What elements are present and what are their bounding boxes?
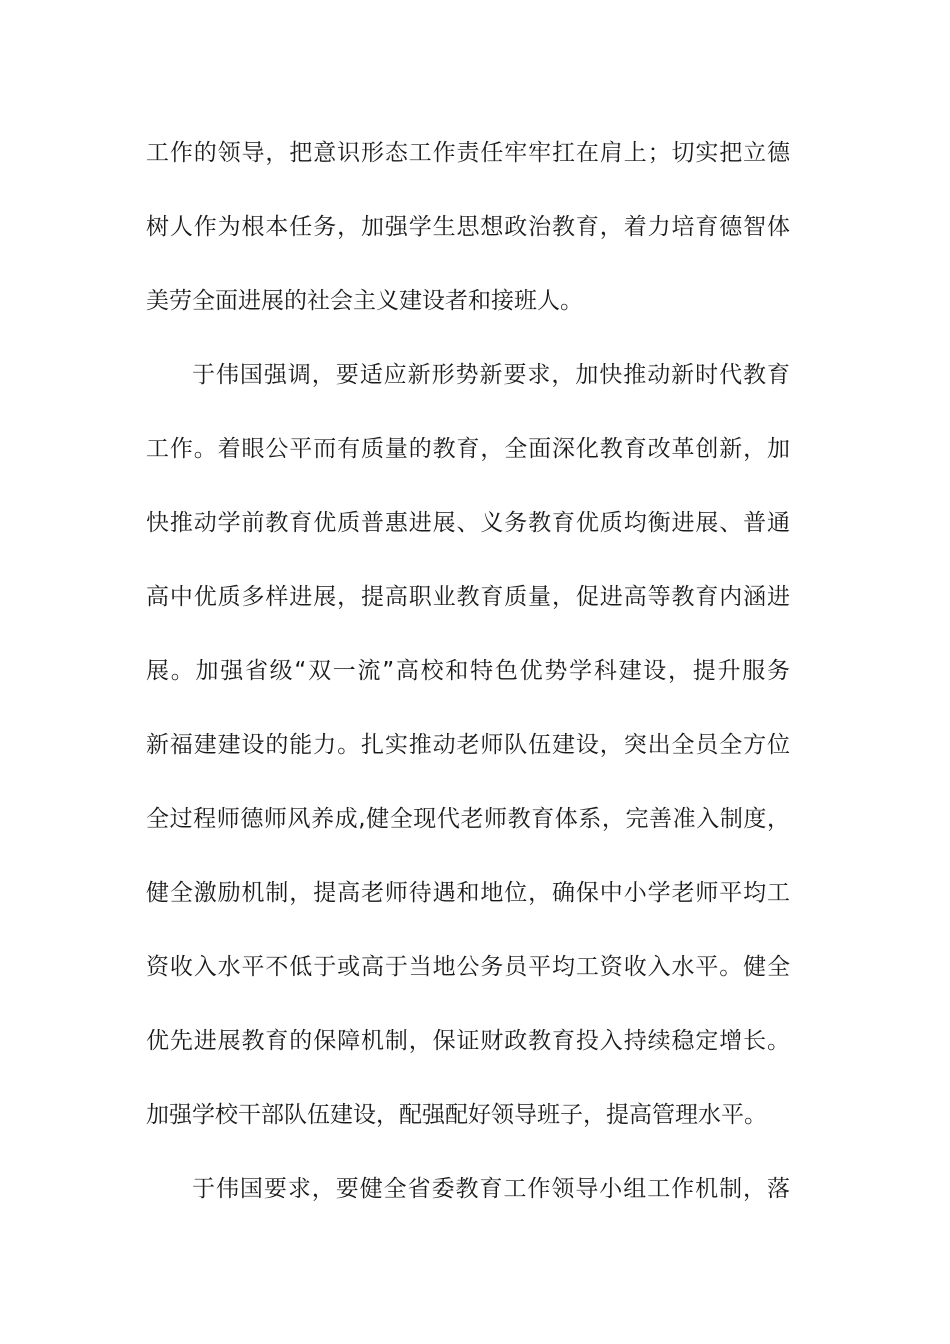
paragraph-first-line: 于伟国强调，要适应新形势新要求，加快推动新时代教育	[192, 362, 790, 388]
text-line: 美劳全面进展的社会主义建设者和接班人。	[146, 288, 583, 314]
text-line: 快推动学前教育优质普惠进展、义务教育优质均衡进展、普通	[146, 510, 790, 536]
text-line: 新福建建设的能力。扎实推动老师队伍建设，突出全员全方位	[146, 732, 790, 758]
text-line: 健全激励机制，提高老师待遇和地位，确保中小学老师平均工	[146, 880, 790, 906]
text-line: 树人作为根本任务，加强学生思想政治教育，着力培育德智体	[146, 214, 790, 240]
text-line: 展。加强省级“双一流”高校和特色优势学科建设，提升服务	[146, 658, 790, 684]
text-line: 高中优质多样进展，提高职业教育质量，促进高等教育内涵进	[146, 584, 790, 610]
paragraph-first-line: 于伟国要求，要健全省委教育工作领导小组工作机制，落	[192, 1176, 790, 1202]
text-line: 全过程师德师风养成,健全现代老师教育体系，完善准入制度，	[146, 806, 790, 832]
text-line: 优先进展教育的保障机制，保证财政教育投入持续稳定增长。	[146, 1028, 790, 1054]
text-line: 资收入水平不低于或高于当地公务员平均工资收入水平。健全	[146, 954, 790, 980]
text-line: 加强学校干部队伍建设，配强配好领导班子，提高管理水平。	[146, 1102, 767, 1128]
text-line: 工作的领导，把意识形态工作责任牢牢扛在肩上；切实把立德	[146, 140, 790, 166]
text-line: 工作。着眼公平而有质量的教育，全面深化教育改革创新，加	[146, 436, 790, 462]
